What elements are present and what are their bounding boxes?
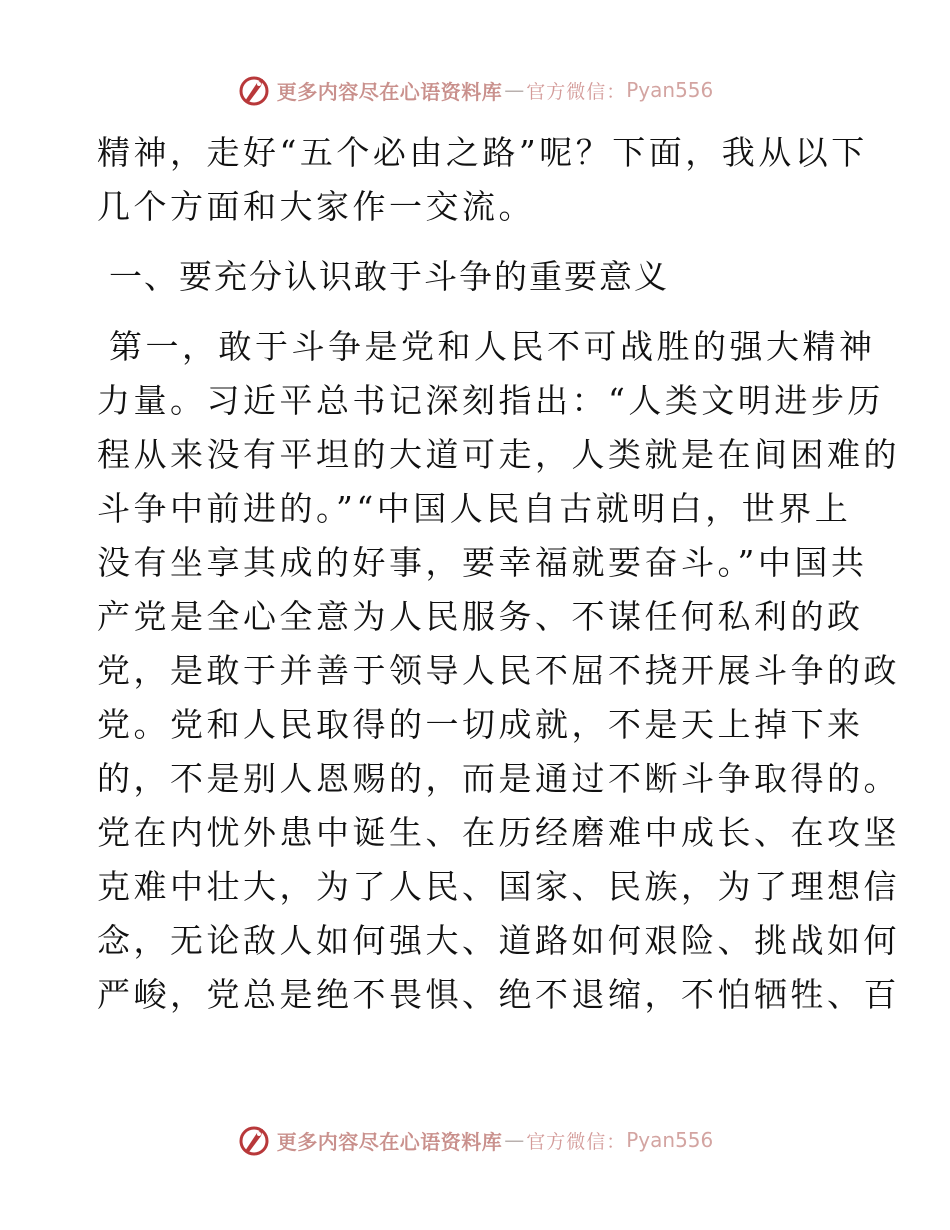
body-line: 党，是敢于并善于领导人民不屈不挠开展斗争的政 (97, 651, 900, 690)
intro-line: 几个方面和大家作一交流。 (97, 187, 535, 226)
body-line: 产党是全心全意为人民服务、不谋任何私利的政 (97, 597, 864, 636)
fountain-pen-logo-icon (237, 73, 271, 107)
body-line: 的，不是别人恩赐的，而是通过不断斗争取得的。 (97, 759, 900, 798)
banner-dash: — (504, 78, 525, 102)
footer-banner (0, 1120, 950, 1160)
body-line: 程从来没有平坦的大道可走，人类就是在间困难的 (97, 435, 900, 474)
section-heading: 一、要充分认识敢于斗争的重要意义 (109, 257, 669, 296)
body-line: 第一，敢于斗争是党和人民不可战胜的强大精神 (109, 327, 876, 366)
body-line: 没有坐享其成的好事，要幸福就要奋斗。”中国共 (97, 543, 868, 582)
banner-site-text: 更多内容尽在心语资料库 (276, 1129, 503, 1154)
body-line: 党在内忧外患中诞生、在历经磨难中成长、在攻坚 (97, 813, 900, 852)
header-banner (0, 70, 950, 110)
document-body (97, 126, 900, 1022)
intro-line: 精神，走好“五个必由之路”呢？下面，我从以下 (97, 133, 868, 172)
banner-wechat-id: Pyan556 (626, 78, 714, 102)
banner-site-text: 更多内容尽在心语资料库 (276, 79, 503, 104)
banner-wechat-id: Pyan556 (626, 1128, 714, 1152)
body-line: 力量。习近平总书记深刻指出：“人类文明进步历 (97, 381, 884, 420)
fountain-pen-logo-icon (237, 1123, 271, 1157)
body-line: 斗争中前进的。”“中国人民自古就明白，世界上 (97, 489, 852, 528)
body-line: 党。党和人民取得的一切成就，不是天上掉下来 (97, 705, 864, 744)
body-line: 念，无论敌人如何强大、道路如何艰险、挑战如何 (97, 921, 900, 960)
banner-wechat-label: 官方微信： (526, 80, 627, 103)
body-line: 严峻，党总是绝不畏惧、绝不退缩，不怕牺牲、百 (97, 975, 900, 1014)
banner-wechat-label: 官方微信： (526, 1130, 627, 1153)
body-line: 克难中壮大，为了人民、国家、民族，为了理想信 (97, 867, 900, 906)
banner-dash: — (504, 1128, 525, 1152)
